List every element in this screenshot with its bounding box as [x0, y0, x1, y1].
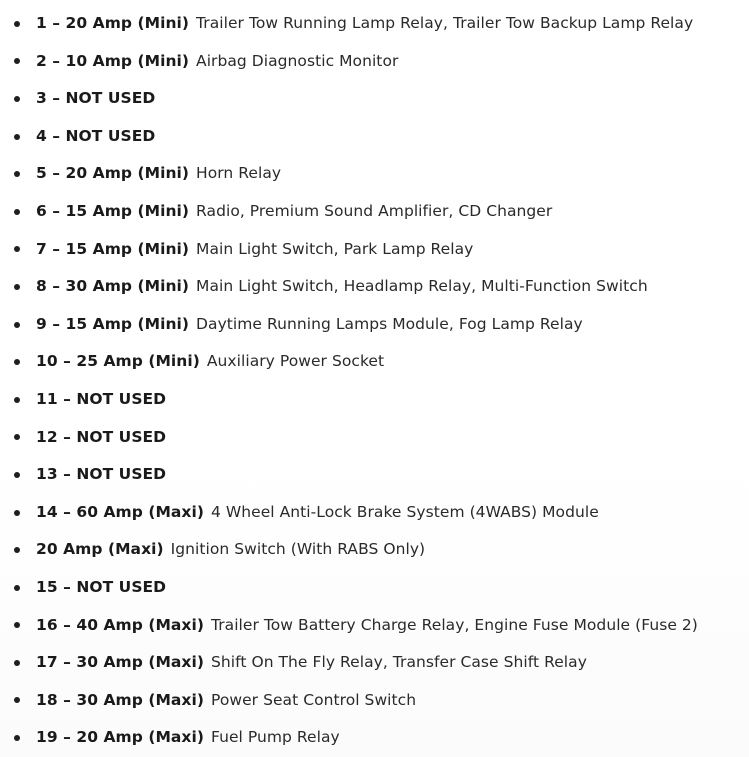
list-item	[0, 607, 749, 645]
fuse-label: 13 – NOT USED	[36, 465, 167, 484]
fuse-description: Shift On The Fly Relay, Transfer Case Shift Relay	[210, 653, 587, 672]
list-item	[0, 569, 749, 607]
fuse-description: Auxiliary Power Socket	[206, 352, 385, 371]
bullet-icon	[14, 246, 20, 252]
fuse-description: Horn Relay	[196, 164, 282, 183]
list-item	[0, 456, 749, 494]
bullet-icon	[14, 209, 20, 215]
list-item	[0, 231, 749, 269]
fuse-description: Trailer Tow Battery Charge Relay, Engine Fuse Module (Fuse 2)	[210, 615, 698, 634]
fuse-label: 14 – 60 Amp (Maxi)	[36, 502, 204, 521]
fuse-description: Fuel Pump Relay	[210, 728, 340, 747]
bullet-icon	[14, 510, 20, 516]
bullet-icon	[14, 284, 20, 290]
fuse-description: Main Light Switch, Park Lamp Relay	[196, 239, 474, 258]
bullet-icon	[14, 21, 20, 27]
fuse-description: Daytime Running Lamps Module, Fog Lamp Relay	[196, 314, 583, 333]
fuse-description: Radio, Premium Sound Amplifier, CD Changer	[196, 201, 553, 220]
fuse-description: Airbag Diagnostic Monitor	[196, 51, 399, 70]
list-item	[0, 419, 749, 457]
fuse-label: 6 – 15 Amp (Mini)	[36, 201, 190, 220]
list-item	[0, 719, 749, 757]
fuse-label: 17 – 30 Amp (Maxi)	[36, 653, 204, 672]
list-item	[0, 381, 749, 419]
list-item	[0, 306, 749, 344]
list-item	[0, 193, 749, 231]
list-item	[0, 343, 749, 381]
fuse-label: 12 – NOT USED	[36, 427, 167, 446]
list-item	[0, 531, 749, 569]
bullet-icon	[14, 96, 20, 102]
bullet-icon	[14, 472, 20, 478]
fuse-label: 5 – 20 Amp (Mini)	[36, 164, 190, 183]
list-item	[0, 268, 749, 306]
fuse-label: 11 – NOT USED	[36, 389, 167, 408]
list-item	[0, 118, 749, 156]
bullet-icon	[14, 622, 20, 628]
fuse-description: Ignition Switch (With RABS Only)	[170, 540, 426, 559]
fuse-description: Main Light Switch, Headlamp Relay, Multi-Function Switch	[196, 277, 648, 296]
fuse-description: 4 Wheel Anti-Lock Brake System (4WABS) Module	[210, 502, 599, 521]
list-item	[0, 43, 749, 81]
fuse-label: 4 – NOT USED	[36, 126, 156, 145]
fuse-label: 9 – 15 Amp (Mini)	[36, 314, 190, 333]
fuse-label: 2 – 10 Amp (Mini)	[36, 51, 190, 70]
fuse-label: 1 – 20 Amp (Mini)	[36, 14, 190, 32]
bullet-icon	[14, 58, 20, 64]
fuse-description: Power Seat Control Switch	[210, 690, 417, 709]
bullet-icon	[14, 660, 20, 666]
bullet-icon	[14, 134, 20, 140]
bullet-icon	[14, 585, 20, 591]
list-item	[0, 682, 749, 720]
list-item	[0, 494, 749, 532]
fuse-label: 3 – NOT USED	[36, 89, 156, 108]
fuse-list	[0, 5, 749, 757]
list-item	[0, 5, 749, 43]
fuse-description: Trailer Tow Running Lamp Relay, Trailer Tow Backup Lamp Relay	[196, 14, 694, 32]
fuse-label: 20 Amp (Maxi)	[36, 540, 164, 559]
fuse-label: 15 – NOT USED	[36, 577, 167, 596]
bullet-icon	[14, 735, 20, 741]
bullet-icon	[14, 697, 20, 703]
list-item	[0, 644, 749, 682]
bullet-icon	[14, 171, 20, 177]
fuse-label: 7 – 15 Amp (Mini)	[36, 239, 190, 258]
fuse-label: 16 – 40 Amp (Maxi)	[36, 615, 204, 634]
fuse-label: 8 – 30 Amp (Mini)	[36, 277, 190, 296]
fuse-label: 18 – 30 Amp (Maxi)	[36, 690, 204, 709]
fuse-label: 10 – 25 Amp (Mini)	[36, 352, 200, 371]
list-item	[0, 80, 749, 118]
bullet-icon	[14, 434, 20, 440]
bullet-icon	[14, 322, 20, 328]
bullet-icon	[14, 547, 20, 553]
bullet-icon	[14, 397, 20, 403]
bullet-icon	[14, 359, 20, 365]
fuse-label: 19 – 20 Amp (Maxi)	[36, 728, 204, 747]
list-item	[0, 155, 749, 193]
